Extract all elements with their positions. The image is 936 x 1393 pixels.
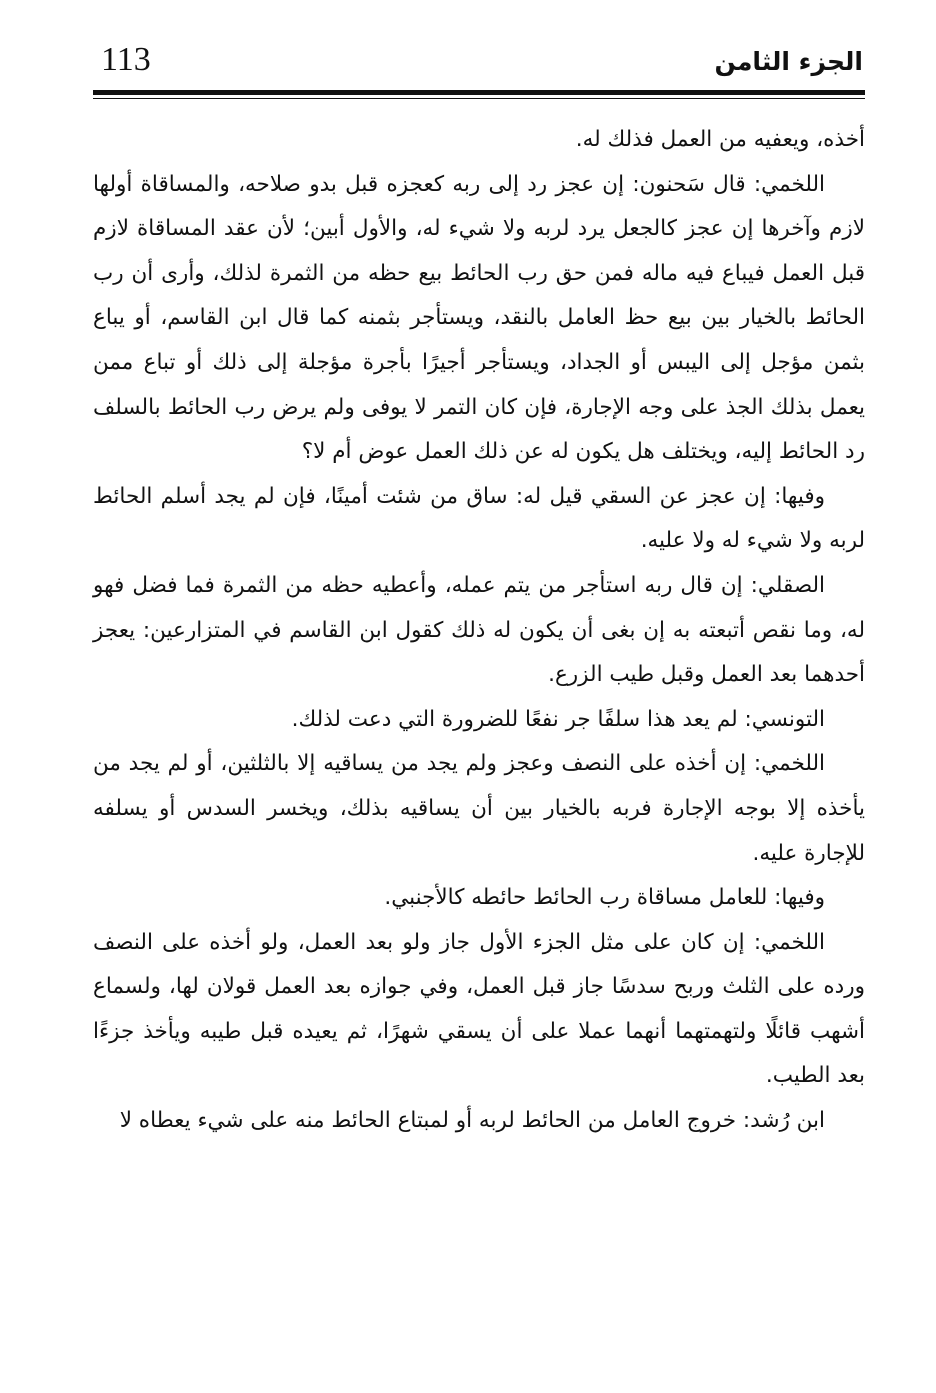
paragraph: وفيها: إن عجز عن السقي قيل له: ساق من شئت أمينًا، فإن لم يجد أسلم الحائط لربه ولا شيء له ولا عليه. [93,483,865,554]
body-text [93,118,865,1144]
header-rule-thick [93,90,865,95]
paragraph: التونسي: لم يعد هذا سلفًا جر نفعًا للضرورة التي دعت لذلك. [291,706,825,732]
paragraph: أخذه، ويعفيه من العمل فذلك له. [575,127,865,152]
paragraph: الصقلي: إن قال ربه استأجر من يتم عمله، وأعطيه حظه من الثمرة فما فضل فهو له، وما نقص أتبعته به إن بغى أن يكون له ذلك كقول ابن القاسم في المتزارعين: يعجز أحدهما بعد العمل وقبل طيب الزرع. [93,572,865,688]
paragraph: ابن رُشد: خروج العامل من الحائط لربه أو لمبتاع الحائط منه على شيء يعطاه لا [119,1108,825,1134]
paragraph: اللخمي: قال سَحنون: إن عجز رد إلى ربه كعجزه قبل بدو صلاحه، والمساقاة أولها لازم وآخرها إن عجز كالجعل يرد لربه ولا شيء له، والأول أبين؛ لأن عقد المساقاة لازم قبل العمل فيباع فيه ماله فمن حق رب الحائط بيع حظه من الثمرة لذلك، وأرى أن رب الحائط بالخيار بين بيع حظ العامل بالنقد، ويستأجر بثمنه كما قال ابن القاسم، أو يباع بثمن مؤجل إلى اليبس أو الجداد، ويستأجر أجيرًا بأجرة مؤجلة إلى ذلك أو تباع ممن يعمل بذلك الجذ على وجه الإجارة، فإن كان التمر لا يوفى ولم يرض رب الحائط بالسلف رد الحائط إليه، ويختلف هل يكون له عن ذلك العمل عوض أم لا؟ [93,171,865,465]
page-number: 113 [101,41,151,78]
header-rule-thin [93,98,865,99]
running-title: الجزء الثامن [714,47,863,76]
paragraph: وفيها: للعامل مساقاة رب الحائط حائطه كالأجنبي. [384,885,825,911]
page-header [93,30,865,90]
paragraph: اللخمي: إن كان على مثل الجزء الأول جاز ولو بعد العمل، ولو أخذه على النصف ورده على الثلث وربح سدسًا جاز قبل العمل، وفي جوازه بعد العمل قولان لها، ولسماع أشهب قائلًا ولتهمتهما أنهما عملا على أن يسقي شهرًا، ثم يعيده قبل طيبه ويأخذ جزءًا بعد الطيب. [93,929,865,1089]
paragraph: اللخمي: إن أخذه على النصف وعجز ولم يجد من يساقيه إلا بالثلثين، أو لم يجد من يأخذه إلا بوجه الإجارة فربه بالخيار بين أن يساقيه بذلك، ويخسر السدس أو يسلفه للإجارة عليه. [93,751,865,866]
